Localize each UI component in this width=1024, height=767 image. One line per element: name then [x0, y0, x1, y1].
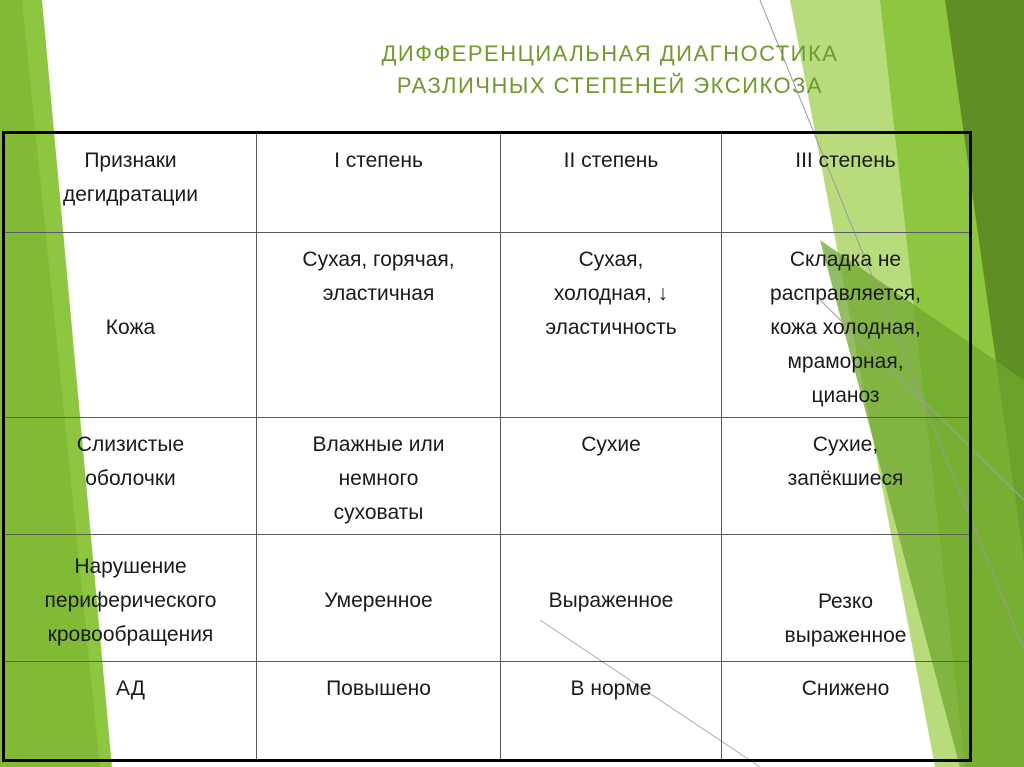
- table-cell: Резко выраженное: [722, 535, 971, 662]
- table-cell: Снижено: [722, 662, 971, 761]
- row-label-blood-pressure: АД: [4, 662, 257, 761]
- table-cell: Умеренное: [257, 535, 501, 662]
- table-row: [4, 662, 971, 761]
- table-cell: Влажные или немного суховаты: [257, 418, 501, 535]
- row-label-mucosa: Слизистые оболочки: [4, 418, 257, 535]
- diagnosis-table: [2, 131, 972, 762]
- row-label-skin: Кожа: [4, 233, 257, 418]
- table-row: [4, 418, 971, 535]
- header-signs: Признаки дегидратации: [4, 133, 257, 233]
- table-row: [4, 535, 971, 662]
- table-cell: Сухая, холодная, ↓ эластичность: [501, 233, 722, 418]
- slide-title-line-2: РАЗЛИЧНЫХ СТЕПЕНЕЙ ЭКСИКОЗА: [396, 73, 824, 98]
- table-cell: Сухая, горячая, эластичная: [257, 233, 501, 418]
- table-cell: Выраженное: [501, 535, 722, 662]
- table-header-row: [4, 133, 971, 233]
- table-cell: Сухие, запёкшиеся: [722, 418, 971, 535]
- header-degree-3: III степень: [722, 133, 971, 233]
- slide-title: [300, 38, 920, 102]
- header-degree-2: II степень: [501, 133, 722, 233]
- table-cell: В норме: [501, 662, 722, 761]
- table-cell: Повышено: [257, 662, 501, 761]
- table-cell: Сухие: [501, 418, 722, 535]
- header-degree-1: I степень: [257, 133, 501, 233]
- slide-title-line-1: ДИФФЕРЕНЦИАЛЬНАЯ ДИАГНОСТИКА: [381, 41, 839, 66]
- table-row: [4, 233, 971, 418]
- table-cell: Складка не расправляется, кожа холодная, мраморная, цианоз: [722, 233, 971, 418]
- row-label-circulation: Нарушение периферического кровообращения: [4, 535, 257, 662]
